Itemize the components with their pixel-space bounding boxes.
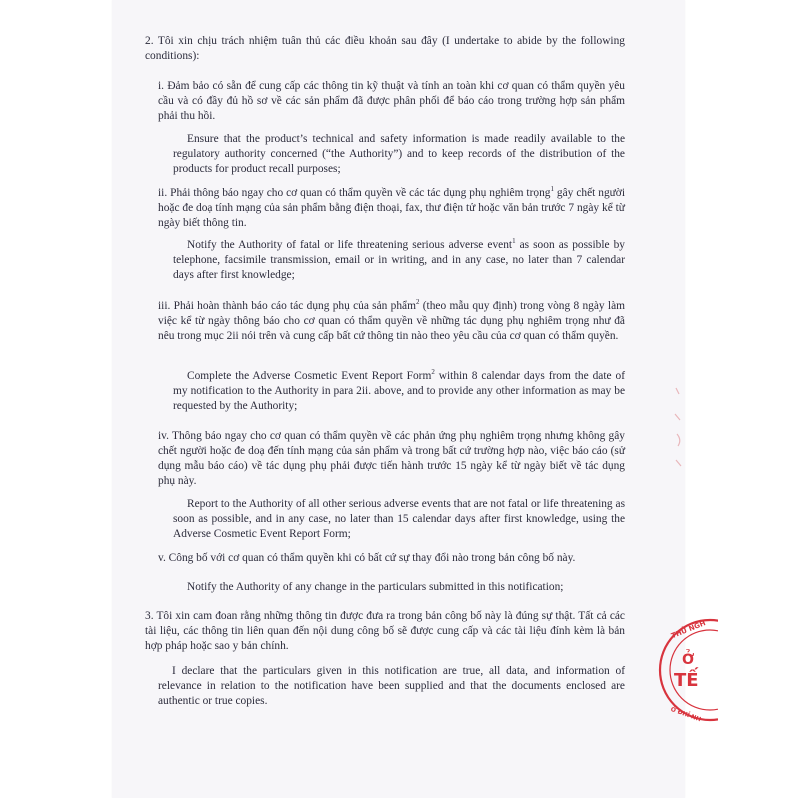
faint-stamp-residue	[672, 384, 686, 474]
clause-iv-vietnamese: iv. Thông báo ngay cho cơ quan có thẩm quyền về các phản ứng phụ nghiêm trọng nhưng không gây chết người hoặc đe doạ đến tính mạng của sản phẩm và trong bất cứ trường hợp nào, việc báo cáo (sử dụng mẫu báo cáo) về tác dụng phụ phải được tiến hành trước 15 ngày kể từ ngày biết về tác dụng phụ này.	[158, 430, 625, 487]
section-3-english: I declare that the particulars given in this notification are true, all data, and information of relevance in relation to the notification have been supplied and that the documents enclosed are authentic or true copies.	[158, 665, 625, 707]
clause-i-vietnamese: i. Đảm bảo có sẵn để cung cấp các thông tin kỹ thuật và tính an toàn khi cơ quan có thẩm quyền yêu cầu và có đầy đủ hồ sơ về các sản phẩm đã được phân phối để báo cáo trong trường hợp sản phẩm phải thu hồi.	[158, 80, 625, 122]
svg-text:THỦ NGH: THỦ NGH	[670, 619, 707, 641]
clause-ii-vietnamese: ii. Phải thông báo ngay cho cơ quan có thẩm quyền về các tác dụng phụ nghiêm trọng$^1$ gây chết người hoặc đe doạ tính mạng của sản phẩm bằng điện thoại, fax, thư điện tử hoặc văn bản trước 7 ngày kể từ ngày biết thông tin.	[158, 185, 625, 229]
section-3-vietnamese: 3. Tôi xin cam đoan rằng những thông tin được đưa ra trong bản công bố này là đúng sự thật. Tất cả các tài liệu, các thông tin liên quan đến nội dung công bố sẽ được cung cấp và các tài liệu đính kèm là bản hợp pháp hoặc sao y bản chính.	[145, 610, 625, 652]
footnote-2-marker: 2	[415, 298, 420, 307]
clause-v-english: Notify the Authority of any change in the particulars submitted in this notification;	[187, 581, 564, 593]
clause-i-english: Ensure that the product’s technical and safety information is made readily available to the regulatory authority concerned (“the Authority”) and to keep records of the distribution of the products for product recall purposes;	[173, 133, 625, 175]
section-2-heading: 2. Tôi xin chịu trách nhiệm tuân thủ các điều khoản sau đây (I undertake to abide by the following conditions):	[145, 35, 625, 62]
official-red-stamp	[648, 614, 718, 726]
clause-v-vietnamese: v. Công bố với cơ quan có thẩm quyền khi có bất cứ sự thay đổi nào trong bản công bố này.	[158, 552, 576, 564]
svg-text:Ở ĐHỈ NH: Ở ĐHỈ NH	[669, 705, 702, 724]
clause-ii-english: Notify the Authority of fatal or life threatening serious adverse event$^1$ as soon as possible by telephone, facsimile transmission, email or in writing, and in any case, no later than 7 calendar days after first knowledge;	[173, 237, 625, 281]
svg-text:Ở: Ở	[682, 652, 695, 668]
footnote-1-marker: 1	[550, 185, 554, 194]
clause-iii-english: Complete the Adverse Cosmetic Event Report Form$^2$ within 8 calendar days from the date of my notification to the Authority in para 2ii. above, and to provide any other information as may be requested by the Authority;	[173, 368, 625, 412]
footnote-2-marker: 2	[431, 368, 435, 377]
svg-text:TẾ: TẾ	[674, 670, 699, 691]
clause-iii-vietnamese: iii. Phải hoàn thành báo cáo tác dụng phụ của sản phẩm$^2$ (theo mẫu quy định) trong vòng 8 ngày làm việc kể từ ngày thông báo cho cơ quan có thẩm quyền về những tác dụng phụ nghiêm trọng như đã nêu trong mục 2ii nói trên và cung cấp bất cứ thông tin nào theo yêu cầu của cơ quan có thẩm quyền.	[158, 298, 625, 342]
clause-iv-english: Report to the Authority of all other serious adverse events that are not fatal or life threatening as soon as possible, and in any case, no later than 15 calendar days after first knowledge, using the Adverse Cosmetic Event Report Form;	[173, 498, 625, 540]
footnote-1-marker: 1	[512, 237, 516, 246]
